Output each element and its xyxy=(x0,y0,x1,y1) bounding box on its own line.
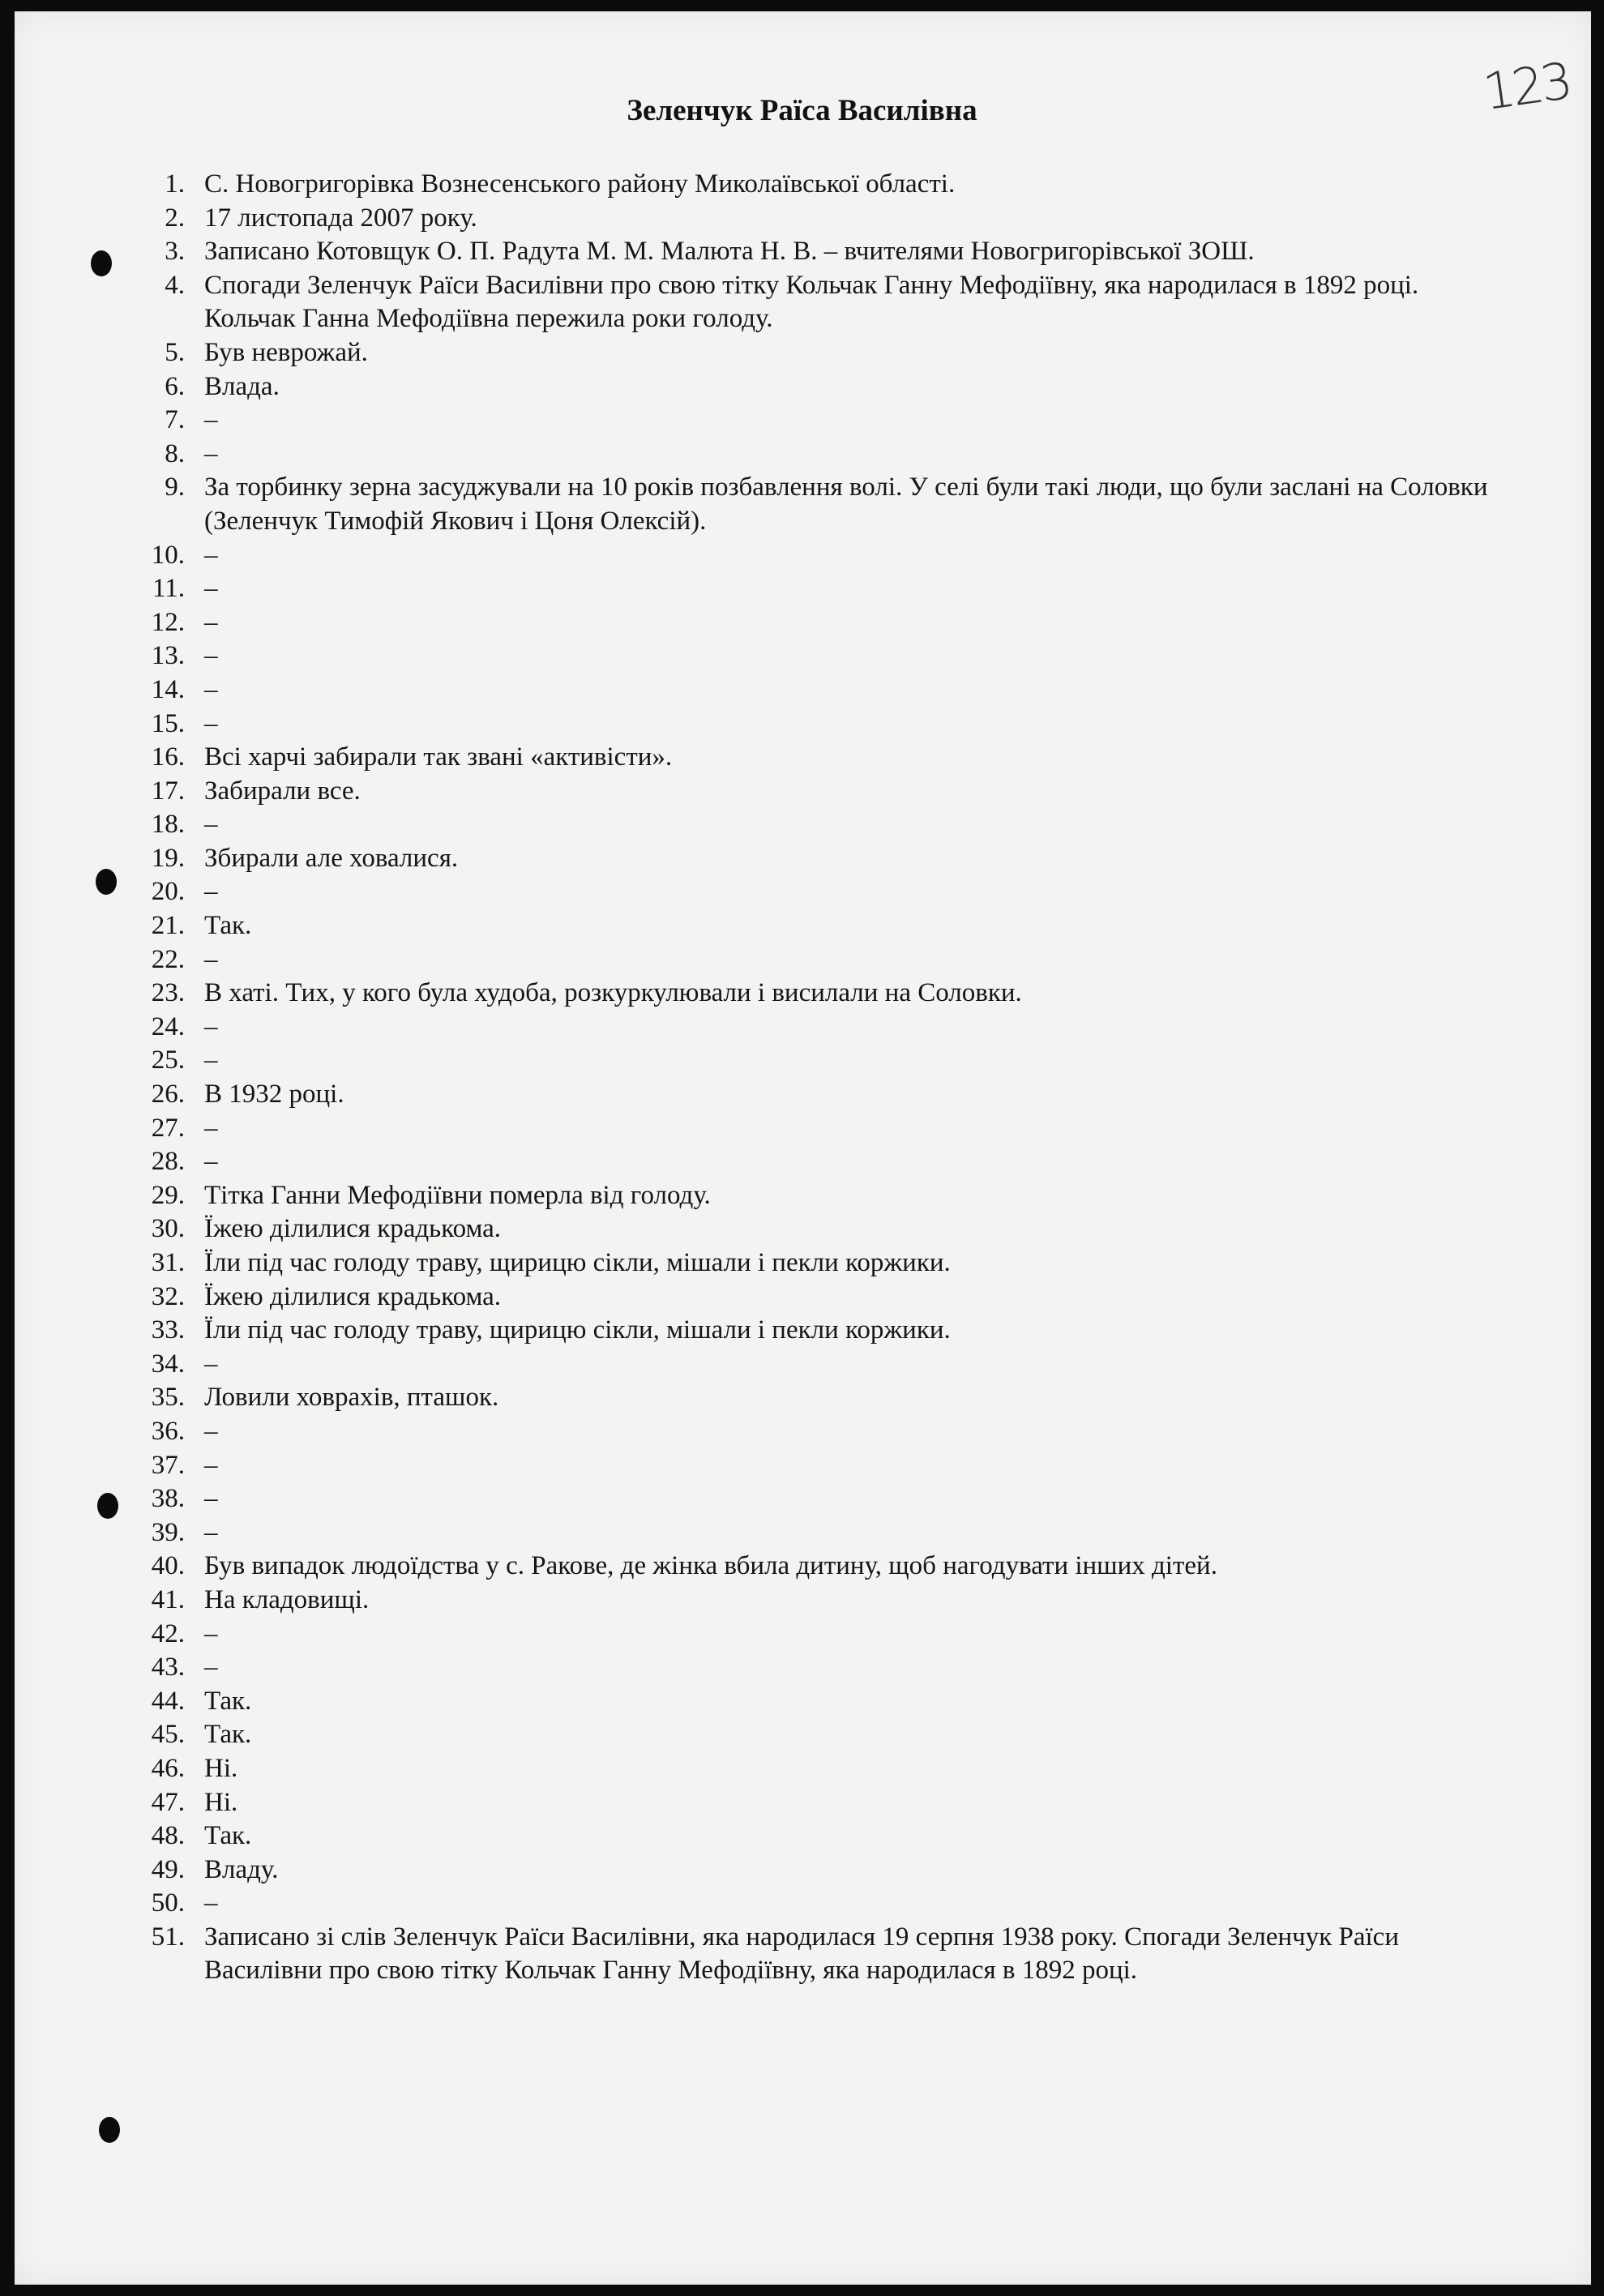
list-item xyxy=(146,1145,1491,1179)
item-text: Забирали все. xyxy=(204,776,361,806)
item-text: – xyxy=(204,574,218,604)
item-number: 16. xyxy=(151,742,185,772)
list-item xyxy=(146,606,1491,640)
list-item xyxy=(146,842,1491,876)
list-item xyxy=(146,471,1491,538)
item-number: 15. xyxy=(151,708,185,738)
list-item xyxy=(146,1752,1491,1786)
item-number: 3. xyxy=(165,237,185,267)
item-text: Так. xyxy=(204,1686,252,1716)
list-item xyxy=(146,1179,1491,1213)
item-text: – xyxy=(204,1045,218,1075)
item-number: 34. xyxy=(151,1349,185,1379)
list-item xyxy=(146,539,1491,573)
item-number: 2. xyxy=(165,203,185,233)
list-item xyxy=(146,673,1491,708)
item-number: 10. xyxy=(151,540,185,570)
list-item xyxy=(146,1819,1491,1853)
item-number: 18. xyxy=(151,810,185,840)
item-number: 26. xyxy=(151,1080,185,1110)
item-text: – xyxy=(204,641,218,671)
item-text: – xyxy=(204,1484,218,1514)
item-number: 17. xyxy=(151,776,185,806)
item-text: – xyxy=(204,877,218,907)
item-number: 1. xyxy=(165,169,185,199)
document-title: Зеленчук Раїса Василівна xyxy=(627,94,977,127)
list-item xyxy=(146,1516,1491,1550)
item-text: – xyxy=(204,1888,218,1918)
punch-hole xyxy=(96,869,117,895)
list-item xyxy=(146,1348,1491,1382)
list-item xyxy=(146,1044,1491,1078)
list-item xyxy=(146,1246,1491,1281)
item-text: Був неврожай. xyxy=(204,337,368,367)
list-item xyxy=(146,1853,1491,1888)
item-number: 40. xyxy=(151,1551,185,1581)
item-number: 14. xyxy=(151,674,185,704)
item-text: Так. xyxy=(204,911,252,941)
list-item xyxy=(146,943,1491,977)
item-text: За торбинку зерна засуджували на 10 років позбавлення волі. У селі були такі люди, що були заслані на Соловки (Зеленчук Тимофій Якович і Цоня Олексій). xyxy=(204,472,1488,536)
item-number: 29. xyxy=(151,1180,185,1210)
item-number: 43. xyxy=(151,1653,185,1682)
item-text: В 1932 році. xyxy=(204,1080,344,1110)
item-number: 49. xyxy=(151,1854,185,1884)
item-number: 44. xyxy=(151,1686,185,1716)
item-number: 30. xyxy=(151,1214,185,1244)
item-number: 25. xyxy=(151,1045,185,1075)
list-item xyxy=(146,909,1491,943)
item-text: Був випадок людоїдства у с. Ракове, де жінка вбила дитину, щоб нагодувати інших дітей. xyxy=(204,1551,1217,1581)
list-item xyxy=(146,808,1491,842)
list-item xyxy=(146,235,1491,269)
item-number: 47. xyxy=(151,1787,185,1817)
item-number: 31. xyxy=(151,1248,185,1277)
list-item xyxy=(146,1887,1491,1921)
item-number: 42. xyxy=(151,1618,185,1648)
item-number: 27. xyxy=(151,1113,185,1143)
list-item xyxy=(146,572,1491,606)
list-item xyxy=(146,202,1491,236)
item-text: – xyxy=(204,1450,218,1480)
item-number: 5. xyxy=(165,337,185,367)
item-text: – xyxy=(204,1416,218,1446)
item-text: Записано зі слів Зеленчук Раїси Василівни, яка народилася 19 серпня 1938 року. Спогади Зеленчук Раїси Василівни про свою тітку Кольчак Ганну Мефодіївну, яка народилася в 1892 році. xyxy=(204,1922,1399,1986)
list-item xyxy=(146,168,1491,202)
item-text: – xyxy=(204,1517,218,1547)
item-text: Ні. xyxy=(204,1787,238,1817)
item-number: 50. xyxy=(151,1888,185,1918)
item-text: Всі харчі забирали так звані «активісти». xyxy=(204,742,673,772)
item-text: Їли під час голоду траву, щирицю сікли, мішали і пекли коржики. xyxy=(204,1315,951,1345)
list-item xyxy=(146,1584,1491,1618)
item-text: Їжею ділилися крадькома. xyxy=(204,1281,501,1311)
list-item xyxy=(146,336,1491,370)
item-text: – xyxy=(204,1113,218,1143)
item-number: 41. xyxy=(151,1584,185,1614)
list-item xyxy=(146,1449,1491,1483)
item-number: 12. xyxy=(151,607,185,637)
list-item xyxy=(146,1651,1491,1685)
item-number: 13. xyxy=(151,641,185,671)
item-number: 9. xyxy=(165,472,185,502)
item-text: – xyxy=(204,944,218,974)
list-item xyxy=(146,775,1491,809)
list-item xyxy=(146,1212,1491,1246)
item-number: 32. xyxy=(151,1281,185,1311)
item-text: Спогади Зеленчук Раїси Василівни про свою тітку Кольчак Ганну Мефодіївну, яка народилася в 1892 році. Кольчак Ганна Мефодіївна пережила роки голоду. xyxy=(204,270,1419,334)
punch-hole xyxy=(99,2117,120,2143)
list-item xyxy=(146,708,1491,742)
item-text: Владу. xyxy=(204,1854,279,1884)
item-text: – xyxy=(204,438,218,468)
item-number: 37. xyxy=(151,1450,185,1480)
item-text: С. Новогригорівка Вознесенського району Миколаївської області. xyxy=(204,169,956,199)
item-number: 46. xyxy=(151,1753,185,1783)
list-item xyxy=(146,1685,1491,1719)
item-number: 33. xyxy=(151,1315,185,1345)
list-item xyxy=(146,1078,1491,1112)
item-number: 28. xyxy=(151,1147,185,1177)
item-text: – xyxy=(204,540,218,570)
item-text: – xyxy=(204,810,218,840)
list-item xyxy=(146,1011,1491,1045)
item-number: 6. xyxy=(165,371,185,401)
item-number: 4. xyxy=(165,270,185,300)
list-item xyxy=(146,1381,1491,1415)
list-item xyxy=(146,639,1491,673)
item-text: – xyxy=(204,1349,218,1379)
item-number: 36. xyxy=(151,1416,185,1446)
list-item xyxy=(146,370,1491,404)
list-item xyxy=(146,269,1491,336)
item-text: – xyxy=(204,1147,218,1177)
list-item xyxy=(146,1921,1491,1988)
item-number: 51. xyxy=(151,1922,185,1952)
item-number: 35. xyxy=(151,1383,185,1413)
item-text: Ловили ховрахів, пташок. xyxy=(204,1383,499,1413)
list-item xyxy=(146,741,1491,775)
list-item xyxy=(146,1786,1491,1820)
item-text: – xyxy=(204,1653,218,1682)
item-text: – xyxy=(204,607,218,637)
item-number: 23. xyxy=(151,978,185,1008)
item-number: 20. xyxy=(151,877,185,907)
item-text: Їли під час голоду траву, щирицю сікли, мішали і пекли коржики. xyxy=(204,1248,951,1277)
item-text: Збирали але ховалися. xyxy=(204,843,459,873)
handwritten-page-number: 123 xyxy=(1479,50,1573,122)
item-number: 21. xyxy=(151,911,185,941)
list-item xyxy=(146,1618,1491,1652)
list-item xyxy=(146,875,1491,909)
item-number: 7. xyxy=(165,405,185,435)
item-text: Ні. xyxy=(204,1753,238,1783)
item-text: Їжею ділилися крадькома. xyxy=(204,1214,501,1244)
item-text: 17 листопада 2007 року. xyxy=(204,203,477,233)
list-item xyxy=(146,977,1491,1011)
list-item xyxy=(146,1482,1491,1516)
item-text: – xyxy=(204,1618,218,1648)
list-item xyxy=(146,1550,1491,1584)
item-number: 22. xyxy=(151,944,185,974)
item-text: Влада. xyxy=(204,371,280,401)
list-item xyxy=(146,438,1491,472)
item-number: 8. xyxy=(165,438,185,468)
item-text: Записано Котовщук О. П. Радута М. М. Малюта Н. В. – вчителями Новогригорівської ЗОШ. xyxy=(204,237,1255,267)
list-item xyxy=(146,404,1491,438)
item-text: – xyxy=(204,1011,218,1041)
item-number: 24. xyxy=(151,1011,185,1041)
list-item xyxy=(146,1415,1491,1449)
punch-hole xyxy=(91,250,112,276)
item-text: – xyxy=(204,708,218,738)
item-text: – xyxy=(204,405,218,435)
item-number: 19. xyxy=(151,843,185,873)
item-text: На кладовищі. xyxy=(204,1584,370,1614)
punch-hole xyxy=(97,1493,118,1519)
item-number: 11. xyxy=(152,574,185,604)
item-text: – xyxy=(204,674,218,704)
item-text: Тітка Ганни Мефодіївни померла від голоду. xyxy=(204,1180,711,1210)
list-item xyxy=(146,1314,1491,1348)
item-text: Так. xyxy=(204,1720,252,1750)
item-number: 45. xyxy=(151,1720,185,1750)
item-text: Так. xyxy=(204,1821,252,1851)
item-number: 38. xyxy=(151,1484,185,1514)
item-number: 39. xyxy=(151,1517,185,1547)
list-item xyxy=(146,1718,1491,1752)
list-item xyxy=(146,1112,1491,1146)
answers-list xyxy=(146,168,1491,1988)
item-text: В хаті. Тих, у кого була худоба, розкуркулювали і висилали на Соловки. xyxy=(204,978,1022,1008)
item-number: 48. xyxy=(151,1821,185,1851)
list-item xyxy=(146,1281,1491,1315)
